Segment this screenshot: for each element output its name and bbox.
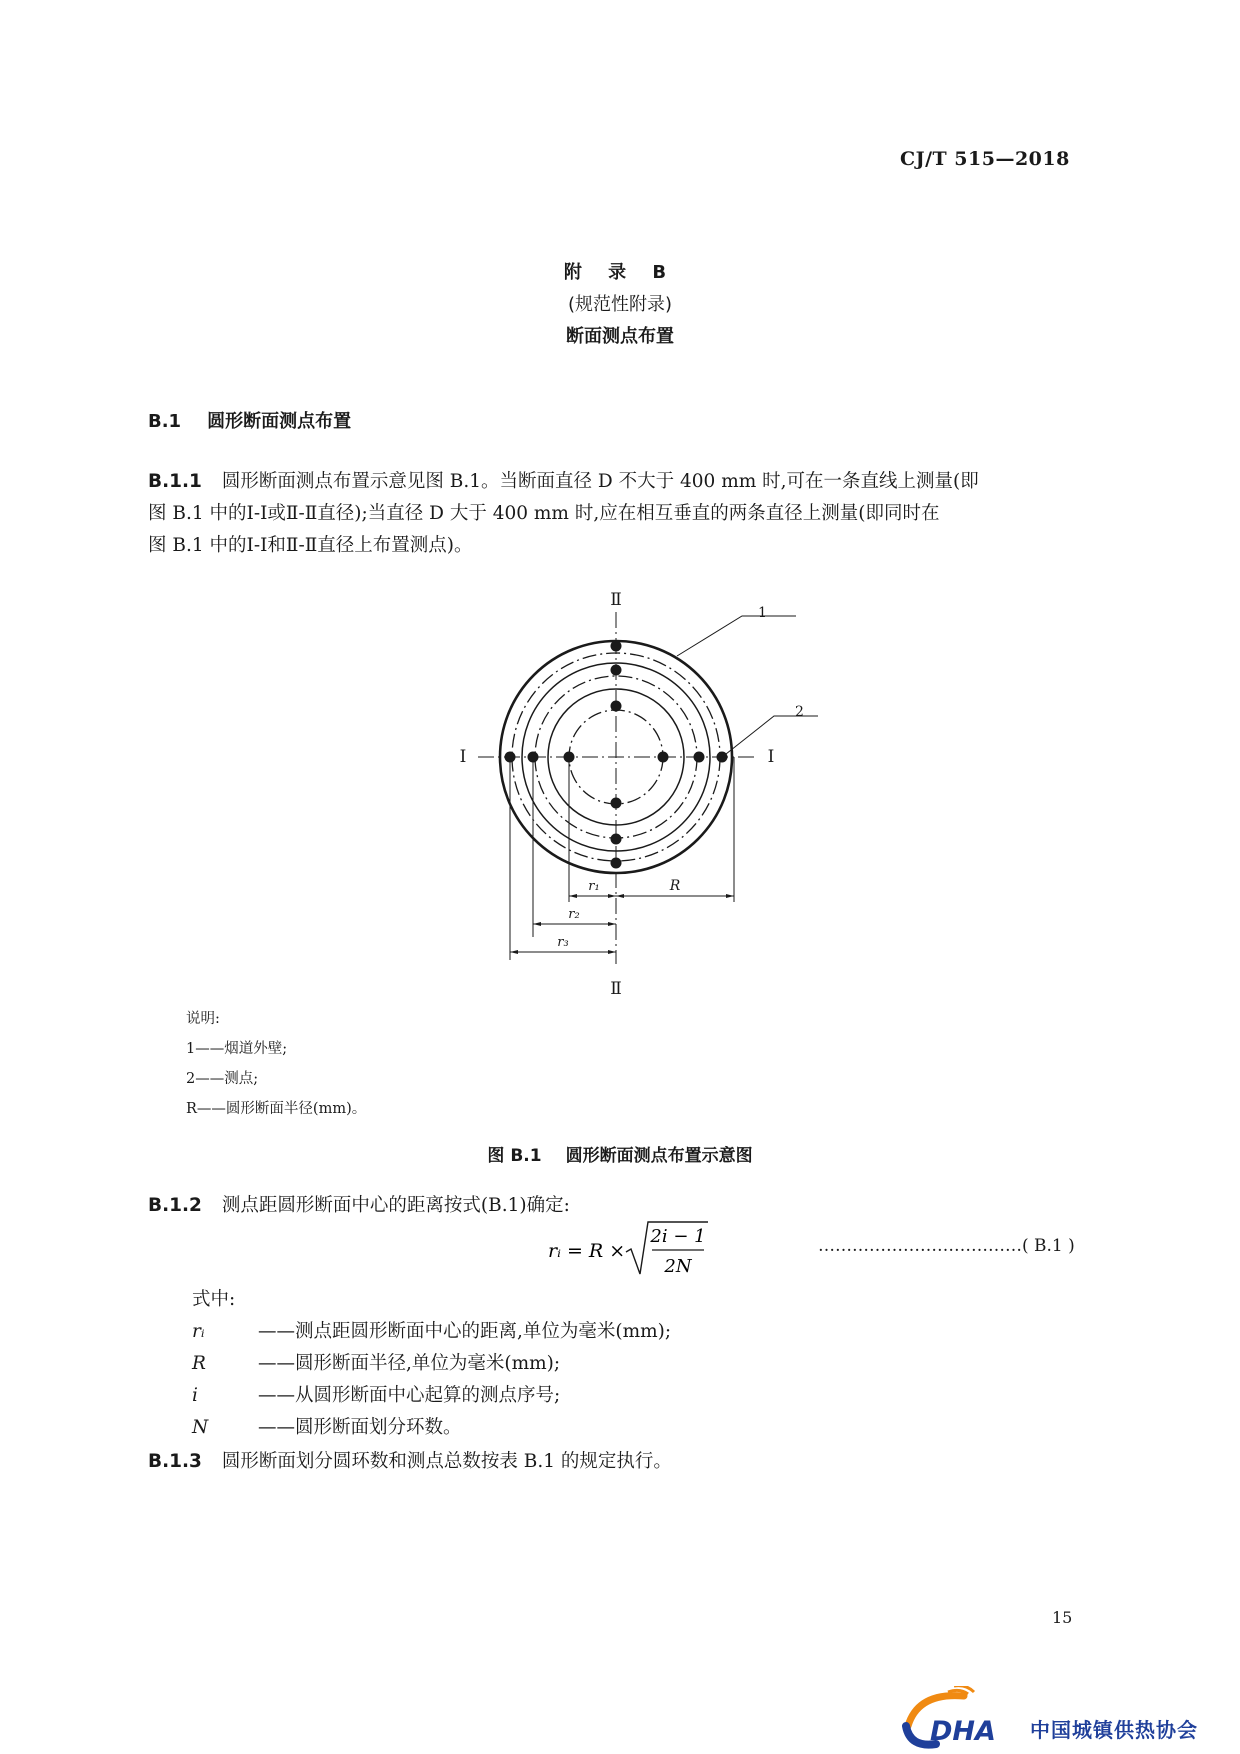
axis-label-I-right: Ⅰ [767, 747, 775, 767]
dim-label-r2: r₂ [568, 907, 580, 922]
paragraph-line: 图 B.1 中的Ⅰ-Ⅰ和Ⅱ-Ⅱ直径上布置测点)。 [148, 535, 473, 556]
where-item [192, 1348, 671, 1380]
measurement-point [694, 752, 705, 763]
where-item [192, 1380, 671, 1412]
paragraph-text: 圆形断面划分圆环数和测点总数按表 B.1 的规定执行。 [221, 1451, 672, 1472]
where-item [192, 1316, 671, 1348]
callout-2: 2 [795, 704, 804, 720]
dim-label-r1: r₁ [588, 879, 600, 894]
legend-title: 说明: [186, 1011, 220, 1027]
figure-caption-text: 圆形断面测点布置示意图 [565, 1146, 753, 1166]
arrowhead [608, 950, 616, 954]
callout-1: 1 [758, 605, 767, 621]
paragraph-line: B.1.1 圆形断面测点布置示意见图 B.1。当断面直径 D 不大于 400 mm 时,可在一条直线上测量(即 [148, 471, 979, 492]
dim-label-r3: r₃ [557, 935, 569, 950]
dim-label-R: R [669, 878, 681, 894]
measurement-point [717, 752, 728, 763]
where-title: 式中: [192, 1289, 236, 1310]
formula-b1 [548, 1218, 738, 1287]
legend-item: R——圆形断面半径(mm)。 [186, 1101, 367, 1117]
formula-graphic [548, 1218, 738, 1282]
where-symbol: i [192, 1385, 198, 1406]
dha-logo-icon [900, 1686, 1028, 1750]
measurement-point [611, 858, 622, 869]
where-item [192, 1412, 671, 1444]
arrowhead [569, 894, 577, 898]
formula-lhs: rᵢ = R × [548, 1240, 626, 1262]
where-description: ——测点距圆形断面中心的距离,单位为毫米(mm); [258, 1321, 672, 1342]
where-symbol: rᵢ [192, 1321, 205, 1342]
measurement-point [611, 834, 622, 845]
arrowhead [616, 894, 624, 898]
arrowhead [608, 922, 616, 926]
section-number: B.1 [148, 411, 182, 432]
clause-number: B.1.3 [148, 1451, 202, 1472]
arrowhead [533, 922, 541, 926]
where-description: ——圆形断面划分环数。 [258, 1417, 462, 1438]
measurement-point [505, 752, 516, 763]
measurement-point [611, 701, 622, 712]
measurement-point [528, 752, 539, 763]
association-name: 中国城镇供热协会 [1030, 1718, 1198, 1742]
axis-label-I-left: Ⅰ [459, 747, 467, 767]
where-description: ——圆形断面半径,单位为毫米(mm); [258, 1353, 561, 1374]
arrowhead [726, 894, 734, 898]
axis-label-II-top: Ⅱ [610, 590, 622, 610]
figure-caption-label: 图 B.1 [487, 1146, 542, 1166]
equation-number: ………………………………( B.1 ) [818, 1236, 1075, 1256]
paragraph-line: 图 B.1 中的Ⅰ-Ⅰ或Ⅱ-Ⅱ直径);当直径 D 大于 400 mm 时,应在相互垂直的两条直径上测量(即同时在 [148, 503, 940, 524]
annex-type: (规范性附录) [567, 294, 673, 315]
clause-number: B.1.2 [148, 1195, 202, 1216]
section-title: 圆形断面测点布置 [207, 411, 352, 432]
where-block [192, 1284, 671, 1444]
standard-number: CJ/T 515—2018 [900, 148, 1070, 170]
legend-item: 1——烟道外壁; [186, 1041, 288, 1057]
annex-title: 附 录 B [563, 262, 677, 283]
logo-mark-text: DHA [930, 1716, 996, 1747]
legend-item: 2——测点; [186, 1071, 259, 1087]
where-symbol: N [192, 1417, 209, 1438]
where-symbol: R [192, 1353, 206, 1374]
leader-line-1 [677, 616, 796, 656]
page-number: 15 [1052, 1608, 1073, 1627]
formula-numerator: 2i − 1 [650, 1226, 706, 1247]
where-description: ——从圆形断面中心起算的测点序号; [258, 1385, 561, 1406]
formula-denominator: 2N [664, 1256, 692, 1277]
annex-name: 断面测点布置 [566, 326, 674, 347]
clause-number: B.1.1 [148, 471, 202, 492]
figure-legend [186, 1004, 366, 1124]
measurement-point [564, 752, 575, 763]
arrowhead [510, 950, 518, 954]
paragraph-b1-3 [148, 1446, 1108, 1478]
measurement-point [611, 798, 622, 809]
measurement-point [611, 641, 622, 652]
measurement-point [611, 665, 622, 676]
figure-caption [0, 1141, 1240, 1166]
paragraph-text: 测点距圆形断面中心的距离按式(B.1)确定: [221, 1195, 570, 1216]
measurement-point [658, 752, 669, 763]
arrowhead [608, 894, 616, 898]
axis-label-II-bottom: Ⅱ [610, 979, 622, 999]
